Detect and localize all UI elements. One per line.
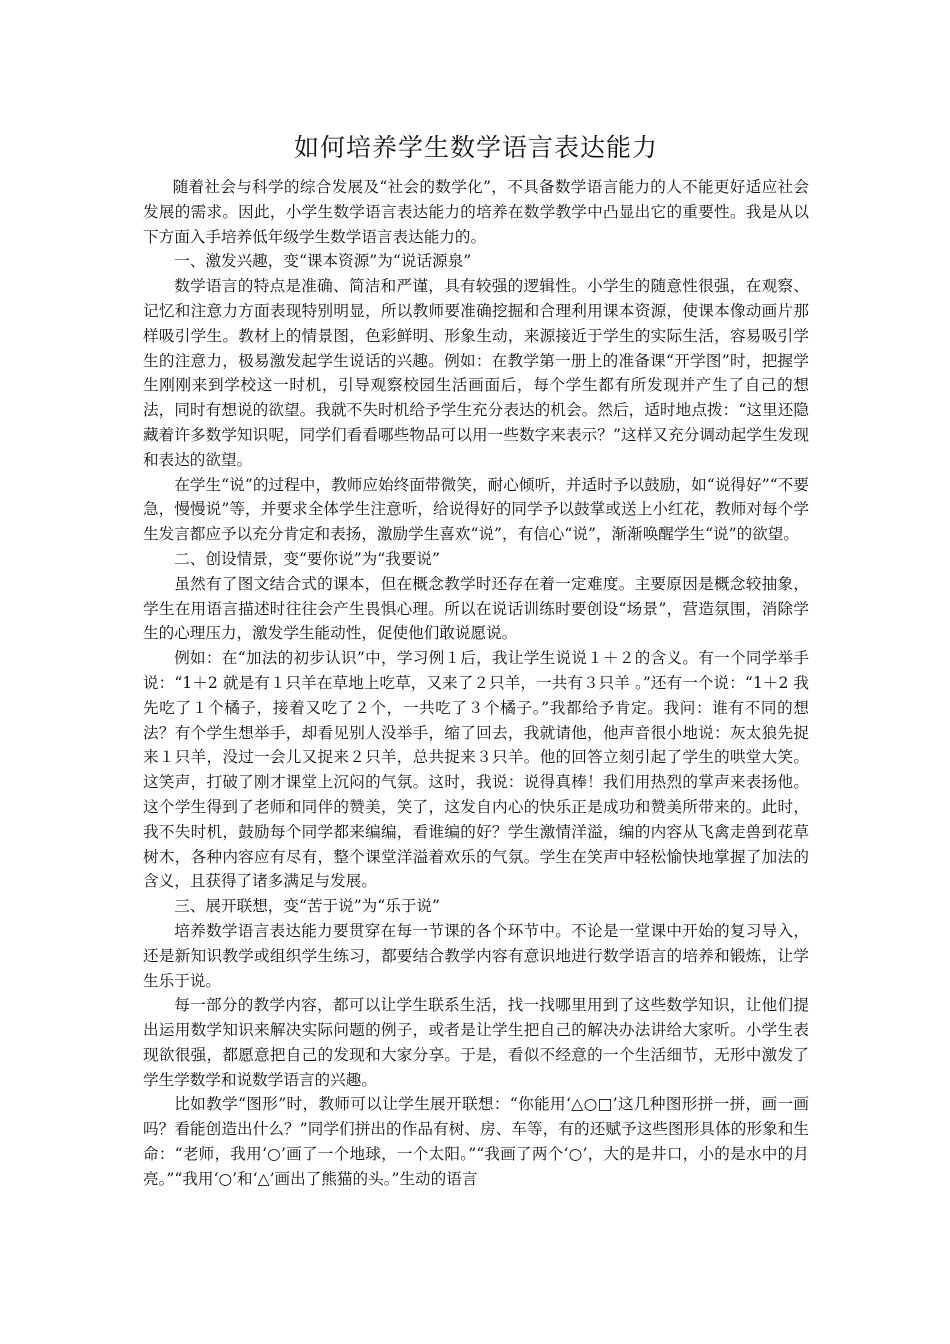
section-3-heading: 三、展开联想，变“苦于说”为“乐于说” — [174, 897, 440, 916]
section-2-paragraph-2: 例如：在“加法的初步认识”中，学习例１后，我让学生说说１＋２的含义。有一个同学举手说：“1＋2 就是有１只羊在草地上吃草，又来了２只羊，一共有３只羊 。”还有一个说：“1＋2 我先吃了１个橘子，接着又吃了２个，一共吃了３个橘子。”我都给予肯定。我问：谁有不同的想法？有个学生想举手，却看见别人没举手，缩了回去，我就请他，他声音很小地说：灰太狼先捉来１只羊，没过一会儿又捉来２只羊，总共捉来３只羊。他的回答立刻引起了学生的哄堂大笑。这笑声，打破了刚才课堂上沉闷的气氛。这时，我说：说得真棒！我们用热烈的掌声来表扬他。这个学生得到了老师和同伴的赞美，笑了，这发自内心的快乐正是成功和赞美所带来的。此时，我不失时机，鼓励每个同学都来编编，看谁编的好？学生激情洋溢，编的内容从飞禽走兽到花草树木，各种内容应有尽有，整个课堂洋溢着欢乐的气氛。学生在笑声中轻松愉快地掌握了加法的含义，且获得了诸多满足与发展。 — [143, 649, 809, 891]
section-2-heading: 二、创设情景，变“要你说”为“我要说” — [174, 549, 440, 568]
section-3-paragraph-1: 培养数学语言表达能力要贯穿在每一节课的各个环节中。不论是一堂课中开始的复习导入，还是新知识教学或组织学生练习，都要结合教学内容有意识地进行数学语言的培养和锻炼，让学生乐于说。 — [143, 921, 809, 990]
document-body — [143, 132, 809, 1192]
document-title: 如何培养学生数学语言表达能力 — [293, 133, 658, 162]
section-1-paragraph-2: 在学生“说”的过程中，教师应始终面带微笑，耐心倾听，并适时予以鼓励，如“说得好”“不要急，慢慢说”等，并要求全体学生注意听，给说得好的同学予以鼓掌或送上小红花，教师对每个学生发言都应予以充分肯定和表扬，激励学生喜欢“说”，有信心“说”，渐渐唤醒学生“说”的欲望。 — [143, 475, 809, 544]
section-1-paragraph-1: 数学语言的特点是准确、简洁和严谨，具有较强的逻辑性。小学生的随意性很强，在观察、记忆和注意力方面表现特别明显，所以教师要准确挖掘和合理利用课本资源，使课本像动画片那样吸引学生。教材上的情景图，色彩鲜明、形象生动，来源接近于学生的实际生活，容易吸引学生的注意力，极易激发起学生说话的兴趣。例如：在教学第一册上的准备课“开学图”时，把握学生刚刚来到学校这一时机，引导观察校园生活画面后，每个学生都有所发现并产生了自己的想法，同时有想说的欲望。我就不失时机给予学生充分表达的机会。然后，适时地点拨：“这里还隐藏着许多数学知识呢，同学们看看哪些物品可以用一些数字来表示？”这样又充分调动起学生发现和表达的欲望。 — [143, 277, 809, 469]
section-3-paragraph-3: 比如教学“图形”时，教师可以让学生展开联想：“你能用‘△○□’这几种图形拼一拼，画一画吗？看能创造出什么？”同学们拼出的作品有树、房、车等，有的还赋予这些图形具体的形象和生命：“老师，我用‘○’画了一个地球，一个太阳。”“我画了两个‘○’，大的是井口，小的是水中的月亮。”“我用‘○’和‘△’画出了熊猫的头。”生动的语言 — [143, 1095, 809, 1188]
section-1-heading: 一、激发兴趣，变“课本资源”为“说话源泉” — [174, 252, 472, 271]
section-3-paragraph-2: 每一部分的教学内容，都可以让学生联系生活，找一找哪里用到了这些数学知识，让他们提出运用数学知识来解决实际问题的例子，或者是让学生把自己的解决办法讲给大家听。小学生表现欲很强，都愿意把自己的发现和大家分享。于是，看似不经意的一个生活细节，无形中激发了学生学数学和说数学语言的兴趣。 — [143, 996, 809, 1089]
intro-paragraph: 随着社会与科学的综合发展及“社会的数学化”，不具备数学语言能力的人不能更好适应社会发展的需求。因此，小学生数学语言表达能力的培养在数学教学中凸显出它的重要性。我是从以下方面入手培养低年级学生数学语言表达能力的。 — [143, 178, 809, 246]
section-2-paragraph-1: 虽然有了图文结合式的课本，但在概念教学时还存在着一定难度。主要原因是概念较抽象，学生在用语言描述时往往会产生畏惧心理。所以在说话训练时要创设“场景”，营造氛围，消除学生的心理压力，激发学生能动性，促使他们敢说愿说。 — [143, 574, 809, 643]
